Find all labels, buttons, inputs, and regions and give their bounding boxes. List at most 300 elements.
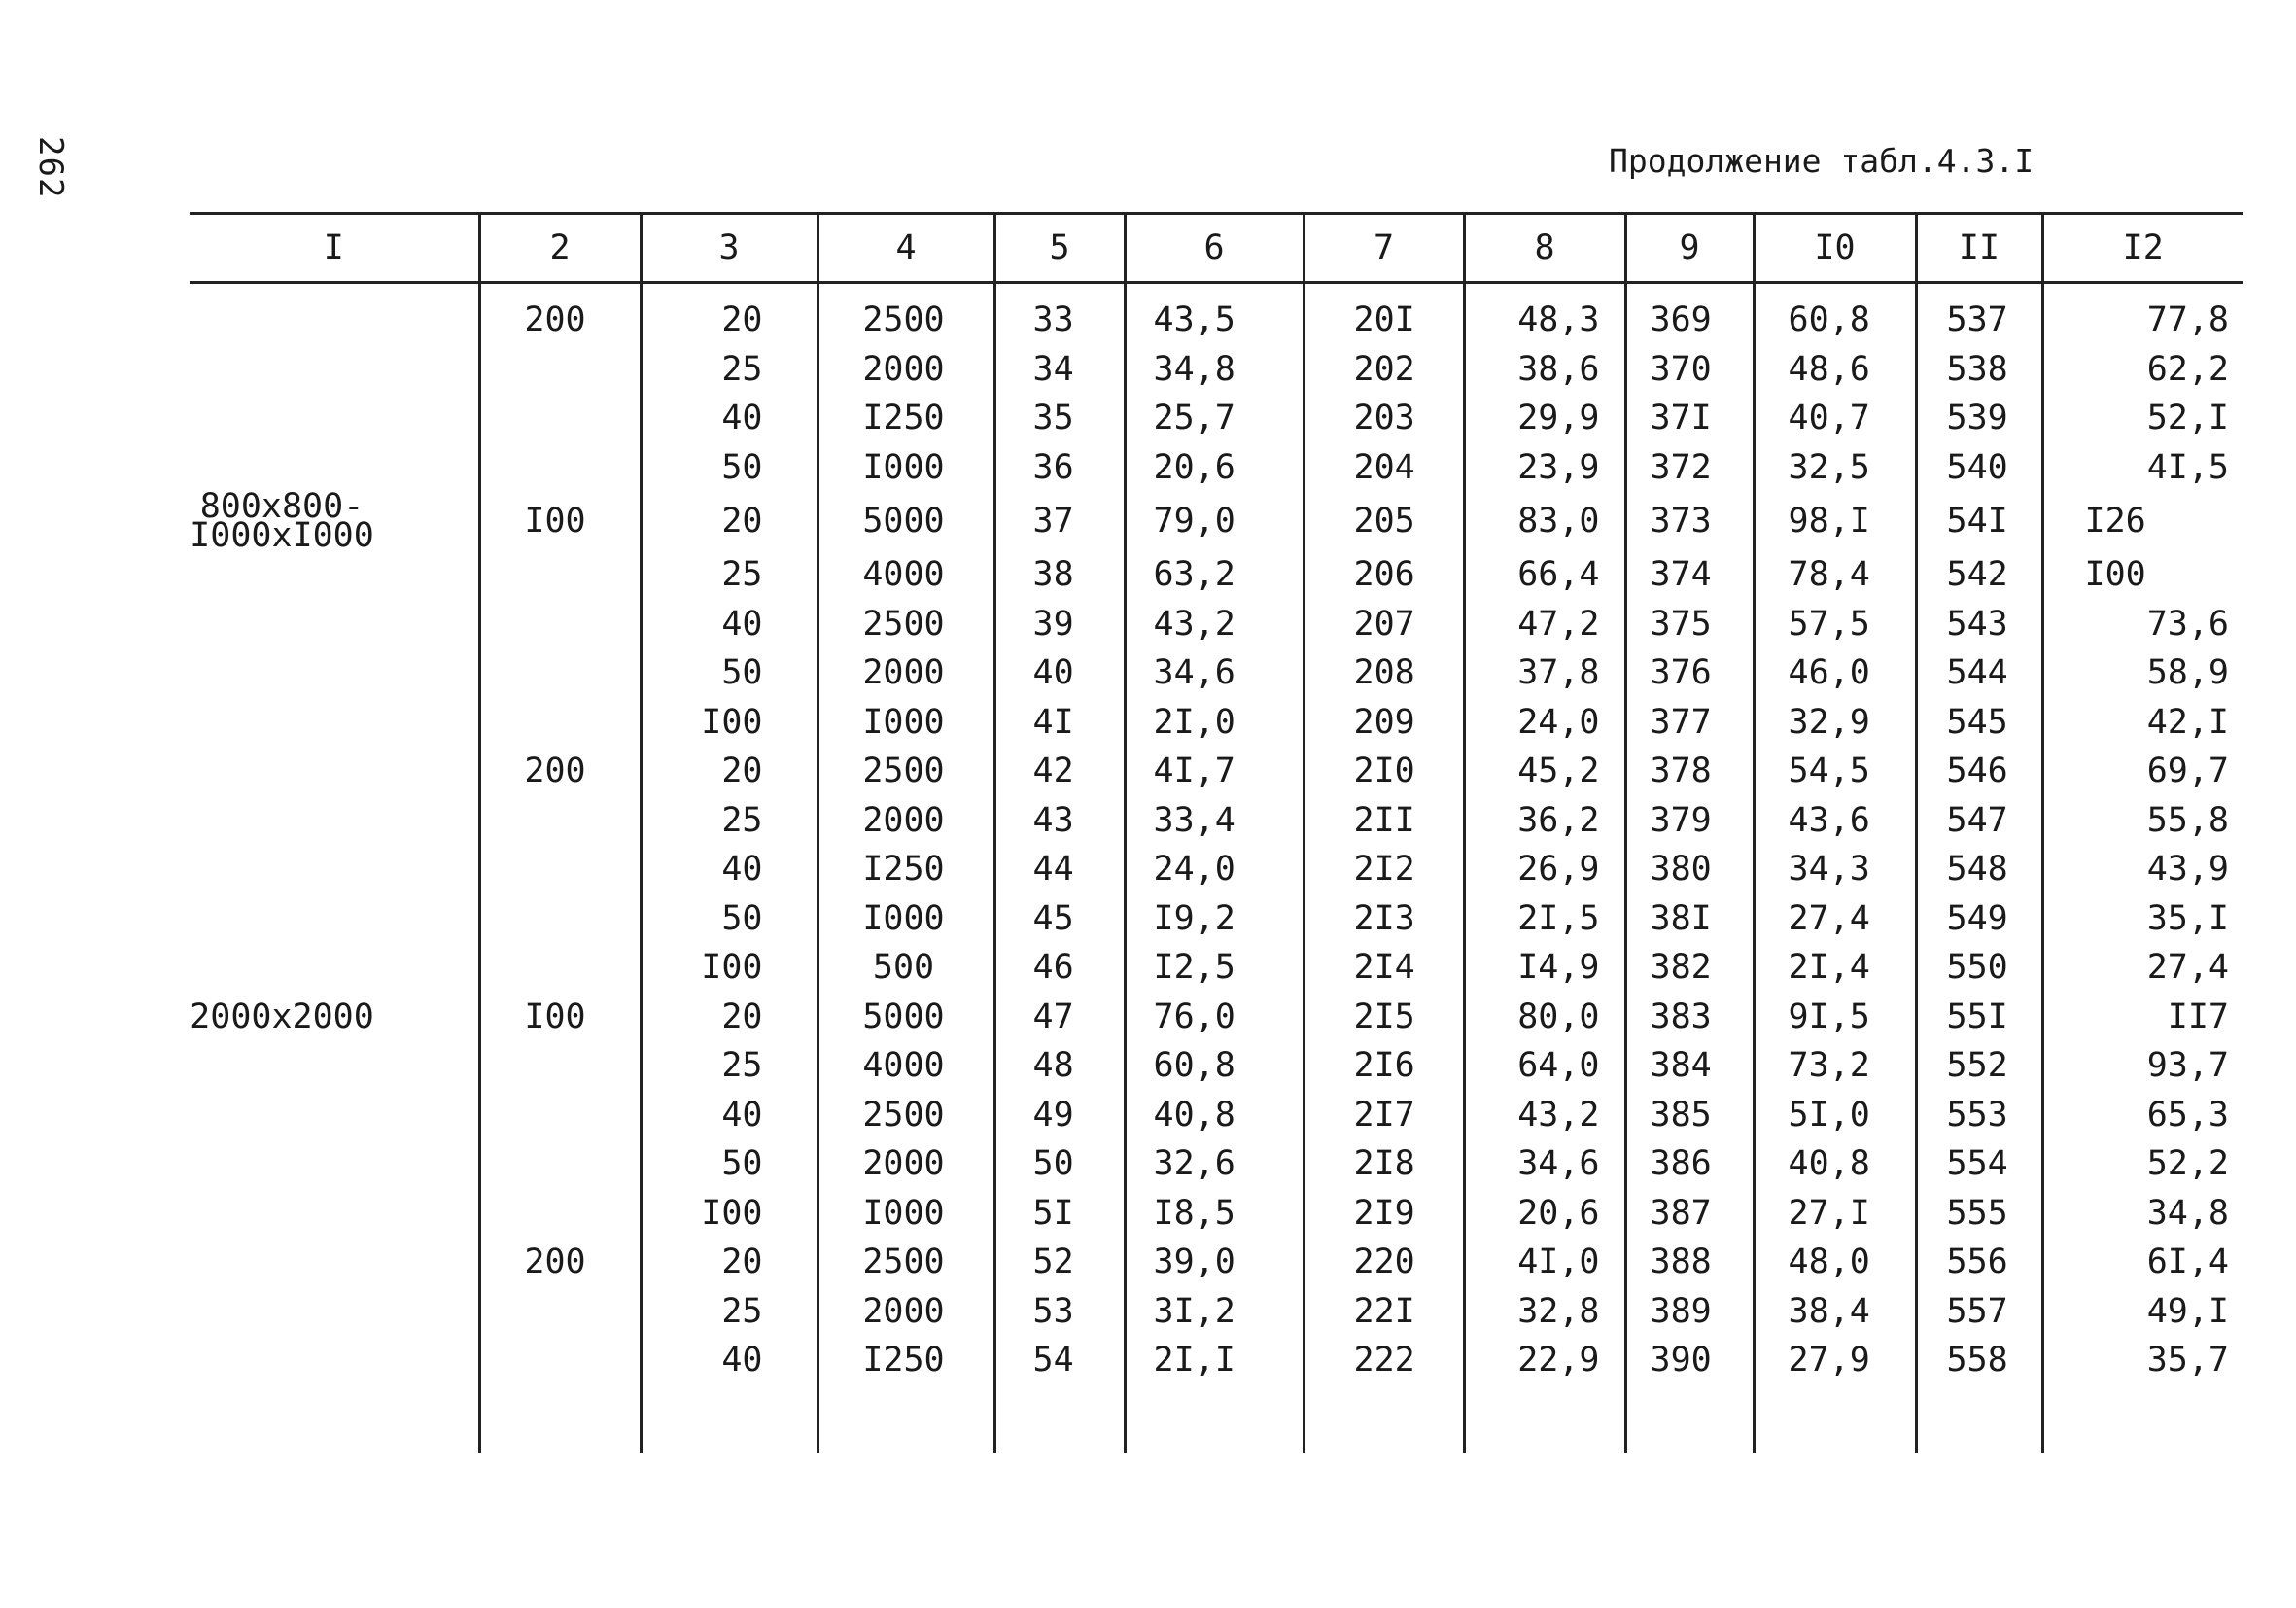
header-row xyxy=(190,214,2243,283)
spacer-cell xyxy=(479,283,641,297)
table-cell: 537 xyxy=(1916,296,2042,345)
table-cell: I250 xyxy=(818,394,994,443)
table-cell: 539 xyxy=(1916,394,2042,443)
table-cell: 44 xyxy=(994,845,1125,894)
spacer-cell xyxy=(1625,1385,1754,1453)
table-cell: 377 xyxy=(1625,698,1754,748)
table-cell: 20 xyxy=(641,993,818,1042)
table-cell: 20 xyxy=(641,747,818,796)
column-header: 5 xyxy=(994,214,1125,283)
table-cell: 46 xyxy=(994,943,1125,993)
table-row xyxy=(190,1336,2243,1385)
table-cell xyxy=(479,1287,641,1337)
table-cell: 558 xyxy=(1916,1336,2042,1385)
table-cell: 40,7 xyxy=(1754,394,1916,443)
table-cell: 25 xyxy=(641,1041,818,1091)
table-cell: 2I4 xyxy=(1304,943,1464,993)
table-cell: 2I,I xyxy=(1125,1336,1304,1385)
table-cell: 25 xyxy=(641,1287,818,1337)
table-cell: 35,I xyxy=(2042,894,2243,944)
column-header: 8 xyxy=(1464,214,1625,283)
table-cell: 4I xyxy=(994,698,1125,748)
table-cell: 60,8 xyxy=(1754,296,1916,345)
table-cell: 40 xyxy=(641,845,818,894)
spacer-cell xyxy=(1304,283,1464,297)
table-cell: 20 xyxy=(641,492,818,550)
table-cell: 554 xyxy=(1916,1139,2042,1189)
column-header: II xyxy=(1916,214,2042,283)
table-cell: 2000 xyxy=(818,1287,994,1337)
table-cell: 2500 xyxy=(818,600,994,649)
column-header: 7 xyxy=(1304,214,1464,283)
table-cell: 25 xyxy=(641,550,818,600)
table-cell: 79,0 xyxy=(1125,492,1304,550)
table-cell: 48,0 xyxy=(1754,1238,1916,1287)
table-cell: 25 xyxy=(641,345,818,395)
table-cell: 23,9 xyxy=(1464,443,1625,493)
table-row xyxy=(190,1091,2243,1140)
table-cell: 2I,4 xyxy=(1754,943,1916,993)
table-cell: I00 xyxy=(641,698,818,748)
table-cell xyxy=(479,1091,641,1140)
table-cell: I26 xyxy=(2042,492,2243,550)
table-cell: 34,8 xyxy=(1125,345,1304,395)
table-cell: 35,7 xyxy=(2042,1336,2243,1385)
table-cell: 47 xyxy=(994,993,1125,1042)
table-caption: Продолжение табл.4.3.I xyxy=(1609,142,2035,180)
table-cell xyxy=(479,550,641,600)
table-cell: 2I0 xyxy=(1304,747,1464,796)
row-label-cell xyxy=(190,1139,479,1189)
data-table xyxy=(190,212,2243,1453)
spacer-cell xyxy=(2042,1385,2243,1453)
table-cell: I9,2 xyxy=(1125,894,1304,944)
table-cell: 2500 xyxy=(818,296,994,345)
table-cell: 382 xyxy=(1625,943,1754,993)
table-row xyxy=(190,698,2243,748)
row-label-cell xyxy=(190,443,479,493)
table-cell: 4000 xyxy=(818,550,994,600)
table-cell: 27,4 xyxy=(2042,943,2243,993)
table-cell: 378 xyxy=(1625,747,1754,796)
table-cell: 29,9 xyxy=(1464,394,1625,443)
table-cell: 2I7 xyxy=(1304,1091,1464,1140)
table-cell: 47,2 xyxy=(1464,600,1625,649)
row-label-cell xyxy=(190,600,479,649)
row-label-cell xyxy=(190,1041,479,1091)
table-row xyxy=(190,1189,2243,1239)
table-cell: 69,7 xyxy=(2042,747,2243,796)
table-cell: 27,9 xyxy=(1754,1336,1916,1385)
table-cell: 5000 xyxy=(818,492,994,550)
table-row xyxy=(190,648,2243,698)
table-cell: 54 xyxy=(994,1336,1125,1385)
table-cell: 9I,5 xyxy=(1754,993,1916,1042)
table-cell: 376 xyxy=(1625,648,1754,698)
table-cell: 6I,4 xyxy=(2042,1238,2243,1287)
spacer-cell xyxy=(1916,283,2042,297)
table-cell: 556 xyxy=(1916,1238,2042,1287)
table-cell: 38,6 xyxy=(1464,345,1625,395)
table-cell: 73,6 xyxy=(2042,600,2243,649)
table-cell: 385 xyxy=(1625,1091,1754,1140)
table-cell: 544 xyxy=(1916,648,2042,698)
table-row xyxy=(190,1139,2243,1189)
table-cell: 2000 xyxy=(818,345,994,395)
table-cell: 32,6 xyxy=(1125,1139,1304,1189)
table-cell: 38I xyxy=(1625,894,1754,944)
table-cell: 557 xyxy=(1916,1287,2042,1337)
table-cell: 547 xyxy=(1916,796,2042,846)
page-number: 262 xyxy=(31,136,70,199)
row-label-cell xyxy=(190,845,479,894)
table-cell: 33,4 xyxy=(1125,796,1304,846)
table-cell: 2000 xyxy=(818,796,994,846)
table-body xyxy=(190,283,2243,1453)
column-header: I2 xyxy=(2042,214,2243,283)
table-cell: 20I xyxy=(1304,296,1464,345)
table-cell: 32,8 xyxy=(1464,1287,1625,1337)
table-row xyxy=(190,1238,2243,1287)
table-cell xyxy=(479,600,641,649)
table-cell: 5I,0 xyxy=(1754,1091,1916,1140)
table-cell: I250 xyxy=(818,845,994,894)
spacer-cell xyxy=(1125,1385,1304,1453)
table-cell: 209 xyxy=(1304,698,1464,748)
table-cell: 4I,7 xyxy=(1125,747,1304,796)
table-cell: 37,8 xyxy=(1464,648,1625,698)
table-cell: 2I,5 xyxy=(1464,894,1625,944)
table-cell: 50 xyxy=(641,894,818,944)
table-cell: 384 xyxy=(1625,1041,1754,1091)
table-cell: 373 xyxy=(1625,492,1754,550)
table-row xyxy=(190,747,2243,796)
table-cell xyxy=(479,845,641,894)
table-cell: 27,4 xyxy=(1754,894,1916,944)
row-label-cell xyxy=(190,394,479,443)
table-cell: I4,9 xyxy=(1464,943,1625,993)
table-cell xyxy=(479,443,641,493)
row-label-cell xyxy=(190,894,479,944)
table-cell: 2I,0 xyxy=(1125,698,1304,748)
table-cell: 545 xyxy=(1916,698,2042,748)
row-label-cell xyxy=(190,1336,479,1385)
table-cell: 45 xyxy=(994,894,1125,944)
table-cell: 83,0 xyxy=(1464,492,1625,550)
row-label-cell xyxy=(190,648,479,698)
table-cell: 22,9 xyxy=(1464,1336,1625,1385)
spacer-row xyxy=(190,283,2243,297)
table-cell: 57,5 xyxy=(1754,600,1916,649)
table-cell: 43 xyxy=(994,796,1125,846)
table-cell: 38 xyxy=(994,550,1125,600)
table-cell: 204 xyxy=(1304,443,1464,493)
table-cell: 40,8 xyxy=(1754,1139,1916,1189)
table-cell: 2I3 xyxy=(1304,894,1464,944)
column-header: 2 xyxy=(479,214,641,283)
table-row xyxy=(190,550,2243,600)
table-cell: 32,9 xyxy=(1754,698,1916,748)
table-row xyxy=(190,345,2243,395)
table-cell: 24,0 xyxy=(1464,698,1625,748)
row-label-cell xyxy=(190,487,479,555)
spacer-cell xyxy=(2042,283,2243,297)
table-cell: 48,6 xyxy=(1754,345,1916,395)
group-label: I000xI000 xyxy=(190,516,374,555)
spacer-cell xyxy=(1464,283,1625,297)
column-header: I0 xyxy=(1754,214,1916,283)
table-cell xyxy=(479,1189,641,1239)
table-cell: I000 xyxy=(818,894,994,944)
table-cell: 390 xyxy=(1625,1336,1754,1385)
table-cell: 25,7 xyxy=(1125,394,1304,443)
table-cell: 5I xyxy=(994,1189,1125,1239)
spacer-cell xyxy=(1125,283,1304,297)
table-cell: 543 xyxy=(1916,600,2042,649)
spacer-cell xyxy=(641,1385,818,1453)
table-cell: 36,2 xyxy=(1464,796,1625,846)
table-cell: 42 xyxy=(994,747,1125,796)
table-cell: 76,0 xyxy=(1125,993,1304,1042)
table-cell: 2000 xyxy=(818,1139,994,1189)
table-cell: 50 xyxy=(641,1139,818,1189)
table-row xyxy=(190,845,2243,894)
table-cell: 40,8 xyxy=(1125,1091,1304,1140)
table-cell: I00 xyxy=(2042,550,2243,600)
table-cell: 2I8 xyxy=(1304,1139,1464,1189)
table-cell: 2500 xyxy=(818,1238,994,1287)
spacer-cell xyxy=(818,1385,994,1453)
table-cell: 4000 xyxy=(818,1041,994,1091)
column-header: 6 xyxy=(1125,214,1304,283)
column-header: I xyxy=(190,214,479,283)
table-cell: 200 xyxy=(479,747,641,796)
column-header: 9 xyxy=(1625,214,1754,283)
table-cell: 552 xyxy=(1916,1041,2042,1091)
table-cell: 222 xyxy=(1304,1336,1464,1385)
table-cell: 500 xyxy=(818,943,994,993)
table-cell xyxy=(479,796,641,846)
table-cell: 549 xyxy=(1916,894,2042,944)
group-label: 800x800- xyxy=(199,487,365,526)
table-cell: 73,2 xyxy=(1754,1041,1916,1091)
table-cell: 548 xyxy=(1916,845,2042,894)
table-cell: 20 xyxy=(641,1238,818,1287)
table-row xyxy=(190,600,2243,649)
spacer-cell xyxy=(1754,1385,1916,1453)
table-cell xyxy=(479,698,641,748)
table-cell: 2I6 xyxy=(1304,1041,1464,1091)
table-cell: 40 xyxy=(641,1091,818,1140)
table-cell: 35 xyxy=(994,394,1125,443)
spacer-cell xyxy=(994,283,1125,297)
table-cell: 389 xyxy=(1625,1287,1754,1337)
table-cell: I2,5 xyxy=(1125,943,1304,993)
table-cell: 34,6 xyxy=(1125,648,1304,698)
table-cell: 36 xyxy=(994,443,1125,493)
table-cell: 46,0 xyxy=(1754,648,1916,698)
table-cell: 65,3 xyxy=(2042,1091,2243,1140)
table-cell: 34,8 xyxy=(2042,1189,2243,1239)
table-cell: 20,6 xyxy=(1464,1189,1625,1239)
table-cell: 24,0 xyxy=(1125,845,1304,894)
table-cell: 2I5 xyxy=(1304,993,1464,1042)
row-label-cell xyxy=(190,698,479,748)
table-cell: 37 xyxy=(994,492,1125,550)
table-cell xyxy=(479,1041,641,1091)
table-row xyxy=(190,943,2243,993)
row-label-cell xyxy=(190,296,479,345)
row-label-cell xyxy=(190,796,479,846)
table-cell: 64,0 xyxy=(1464,1041,1625,1091)
table-cell: 52 xyxy=(994,1238,1125,1287)
row-label-cell xyxy=(190,943,479,993)
table-cell: 40 xyxy=(641,1336,818,1385)
table-cell: 60,8 xyxy=(1125,1041,1304,1091)
table-cell: 50 xyxy=(641,648,818,698)
row-label-cell xyxy=(190,1091,479,1140)
table-cell: 43,2 xyxy=(1125,600,1304,649)
row-label-cell xyxy=(190,345,479,395)
table-cell: 22I xyxy=(1304,1287,1464,1337)
table-cell: 48 xyxy=(994,1041,1125,1091)
table-cell: 32,5 xyxy=(1754,443,1916,493)
table-cell: 555 xyxy=(1916,1189,2042,1239)
table-cell: 40 xyxy=(641,394,818,443)
table-cell: 369 xyxy=(1625,296,1754,345)
table-cell: 34,6 xyxy=(1464,1139,1625,1189)
spacer-cell xyxy=(1754,283,1916,297)
table-cell: 546 xyxy=(1916,747,2042,796)
table-cell: 98,I xyxy=(1754,492,1916,550)
table-cell: 66,4 xyxy=(1464,550,1625,600)
table-cell: 374 xyxy=(1625,550,1754,600)
table-row xyxy=(190,894,2243,944)
table-cell: 48,3 xyxy=(1464,296,1625,345)
table-cell xyxy=(479,943,641,993)
table-cell: 4I,0 xyxy=(1464,1238,1625,1287)
table-cell: 550 xyxy=(1916,943,2042,993)
table-cell: 208 xyxy=(1304,648,1464,698)
table-cell: 553 xyxy=(1916,1091,2042,1140)
table-row xyxy=(190,1041,2243,1091)
table-cell: I250 xyxy=(818,1336,994,1385)
table-cell: 2500 xyxy=(818,1091,994,1140)
table-cell: 372 xyxy=(1625,443,1754,493)
table-cell: I00 xyxy=(479,993,641,1042)
table-cell: 49 xyxy=(994,1091,1125,1140)
table-cell: 54I xyxy=(1916,492,2042,550)
table-cell: 205 xyxy=(1304,492,1464,550)
table-cell: 20,6 xyxy=(1125,443,1304,493)
table-cell: 34 xyxy=(994,345,1125,395)
table-row xyxy=(190,394,2243,443)
table-cell: 43,9 xyxy=(2042,845,2243,894)
table-cell: 2II xyxy=(1304,796,1464,846)
table-cell: 4I,5 xyxy=(2042,443,2243,493)
table-cell: I000 xyxy=(818,698,994,748)
table-cell: 540 xyxy=(1916,443,2042,493)
table-cell xyxy=(479,394,641,443)
table-cell: 33 xyxy=(994,296,1125,345)
table-cell: 27,I xyxy=(1754,1189,1916,1239)
table-cell: 206 xyxy=(1304,550,1464,600)
table-cell: 2I2 xyxy=(1304,845,1464,894)
table-cell: 386 xyxy=(1625,1139,1754,1189)
table-cell xyxy=(479,648,641,698)
table-cell: 52,2 xyxy=(2042,1139,2243,1189)
table-cell: 93,7 xyxy=(2042,1041,2243,1091)
table-cell: 54,5 xyxy=(1754,747,1916,796)
table-cell: 207 xyxy=(1304,600,1464,649)
row-label-cell xyxy=(190,1189,479,1239)
table-cell: 388 xyxy=(1625,1238,1754,1287)
table-cell: 203 xyxy=(1304,394,1464,443)
table-cell: 25 xyxy=(641,796,818,846)
spacer-cell xyxy=(641,283,818,297)
table-row xyxy=(190,492,2243,550)
table-cell: 58,9 xyxy=(2042,648,2243,698)
table-cell: 50 xyxy=(641,443,818,493)
table-cell: 37I xyxy=(1625,394,1754,443)
table-row xyxy=(190,993,2243,1042)
table-cell: 34,3 xyxy=(1754,845,1916,894)
table-cell: 50 xyxy=(994,1139,1125,1189)
row-label-cell xyxy=(190,747,479,796)
table-cell: 42,I xyxy=(2042,698,2243,748)
table-cell: 383 xyxy=(1625,993,1754,1042)
table-cell xyxy=(479,1139,641,1189)
table-cell: I00 xyxy=(479,492,641,550)
spacer-cell xyxy=(818,283,994,297)
table-cell: I000 xyxy=(818,443,994,493)
table-cell: 202 xyxy=(1304,345,1464,395)
table-cell xyxy=(479,894,641,944)
table-cell: 45,2 xyxy=(1464,747,1625,796)
table-cell: 77,8 xyxy=(2042,296,2243,345)
table-cell: 542 xyxy=(1916,550,2042,600)
spacer-cell xyxy=(479,1385,641,1453)
table-cell: 43,6 xyxy=(1754,796,1916,846)
table-cell: 379 xyxy=(1625,796,1754,846)
table-cell: 2000 xyxy=(818,648,994,698)
table-cell: 78,4 xyxy=(1754,550,1916,600)
table-cell: 5000 xyxy=(818,993,994,1042)
table-cell xyxy=(479,345,641,395)
spacer-cell xyxy=(190,1385,479,1453)
table-cell: 39,0 xyxy=(1125,1238,1304,1287)
table-row xyxy=(190,443,2243,493)
table-cell: 200 xyxy=(479,296,641,345)
table-cell: 80,0 xyxy=(1464,993,1625,1042)
spacer-cell xyxy=(1304,1385,1464,1453)
table-cell: 55,8 xyxy=(2042,796,2243,846)
table-cell: 38,4 xyxy=(1754,1287,1916,1337)
table-cell: I000 xyxy=(818,1189,994,1239)
spacer-cell xyxy=(994,1385,1125,1453)
table-cell: 55I xyxy=(1916,993,2042,1042)
table-cell: 3I,2 xyxy=(1125,1287,1304,1337)
row-label-cell xyxy=(190,550,479,600)
table-cell: I00 xyxy=(641,1189,818,1239)
table-cell xyxy=(479,1336,641,1385)
table-cell: 380 xyxy=(1625,845,1754,894)
table-cell: 52,I xyxy=(2042,394,2243,443)
table-cell: 2I9 xyxy=(1304,1189,1464,1239)
table-cell: 40 xyxy=(641,600,818,649)
row-label-cell xyxy=(190,1287,479,1337)
table-cell: 20 xyxy=(641,296,818,345)
